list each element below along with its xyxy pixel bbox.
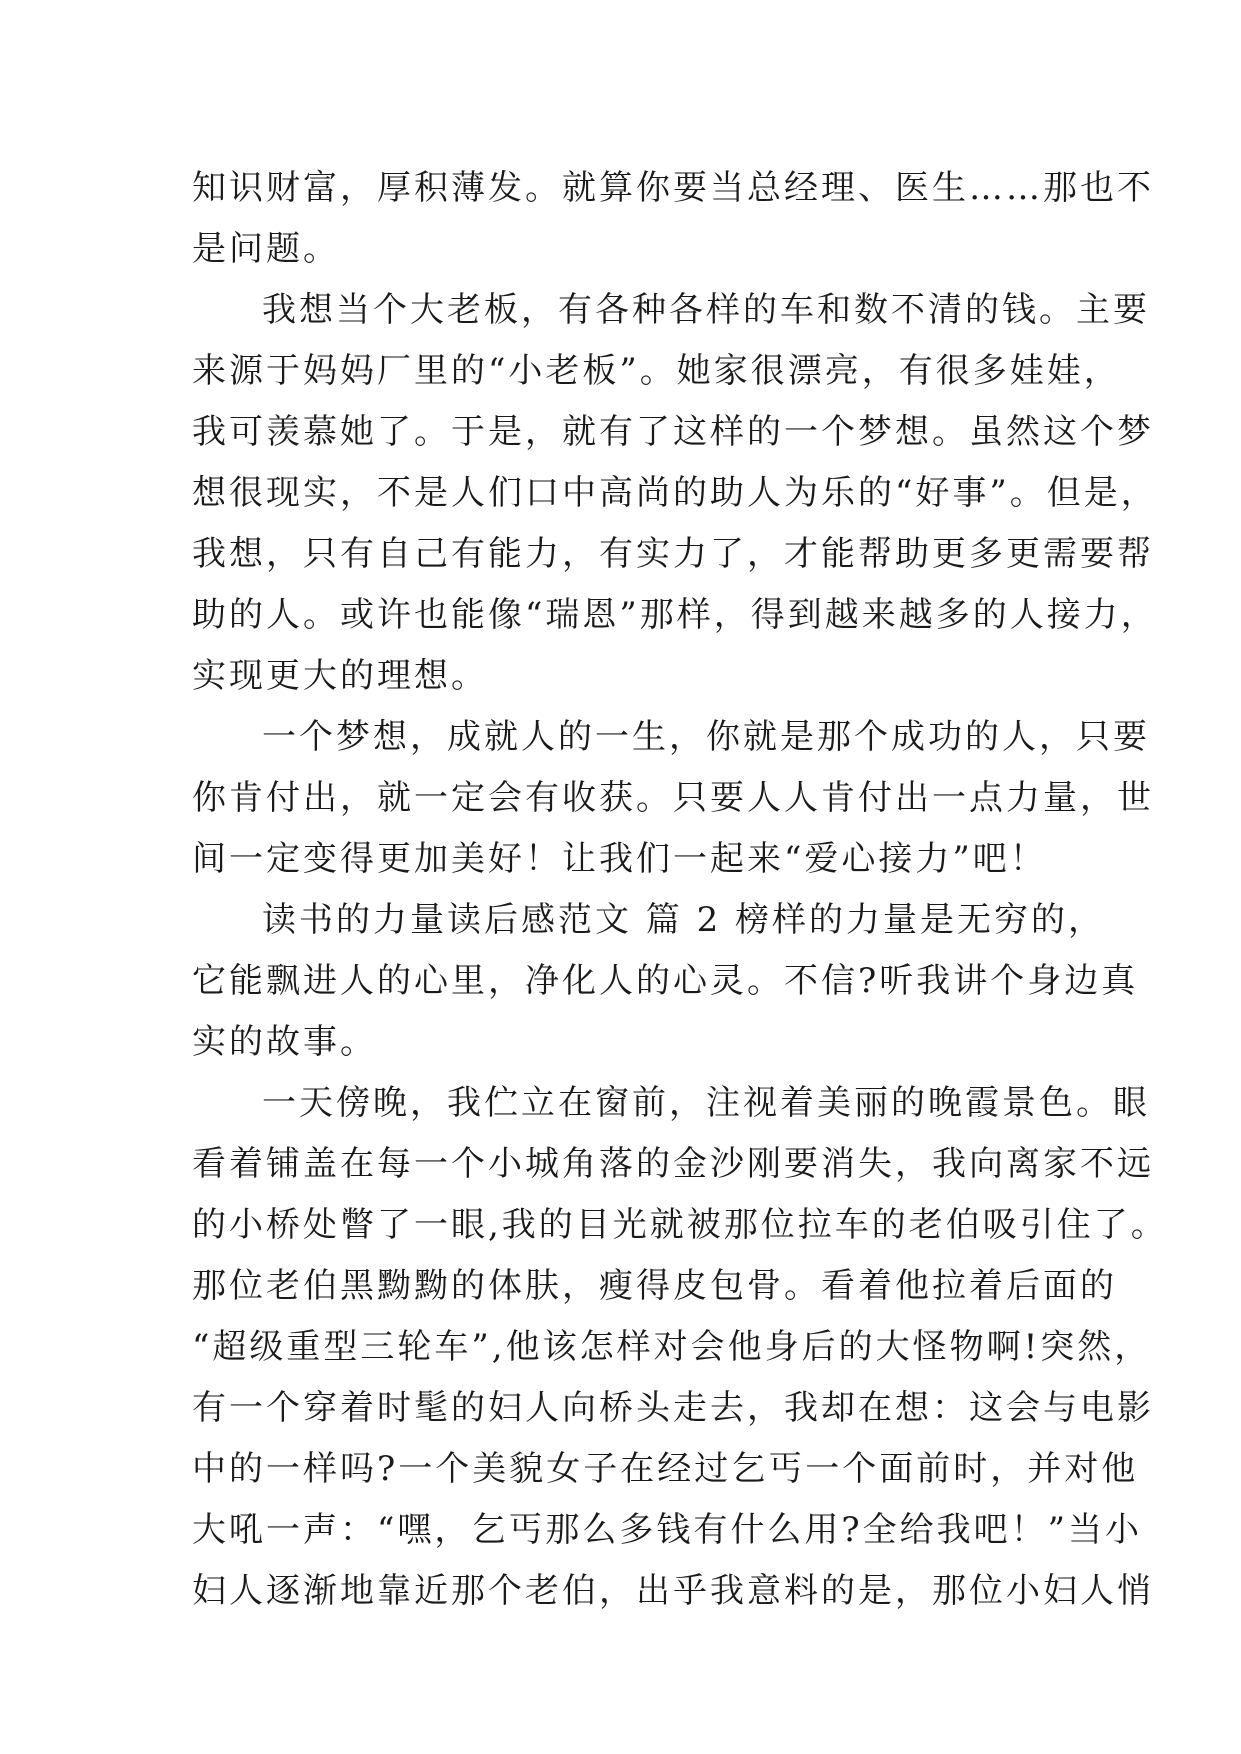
document-body: [192, 158, 1168, 1622]
text-line: 看着铺盖在每一个小城角落的金沙刚要消失，我向离家不远: [192, 1144, 1154, 1184]
text-line: 助的人。或许也能像“瑞恩”那样，得到越来越多的人接力，: [192, 595, 1158, 635]
text-line: 你肯付出，就一定会有收获。只要人人肯付出一点力量，世: [192, 778, 1154, 818]
text-line: “超级重型三轮车”,他该怎样对会他身后的大怪物啊!突然，: [192, 1327, 1152, 1367]
text-line: 妇人逐渐地靠近那个老伯，出乎我意料的是，那位小妇人悄: [192, 1571, 1154, 1611]
text-line: 一个梦想，成就人的一生，你就是那个成功的人，只要: [262, 717, 1150, 757]
text-line: 实的故事。: [192, 1022, 377, 1062]
text-line: 实现更大的理想。: [192, 656, 488, 696]
text-line: 我想，只有自己有能力，有实力了，才能帮助更多更需要帮: [192, 534, 1154, 574]
text-line: 想很现实，不是人们口中高尚的助人为乐的“好事”。但是，: [192, 473, 1158, 513]
text-line: 我可羡慕她了。于是，就有了这样的一个梦想。虽然这个梦: [192, 412, 1154, 452]
text-line: 间一定变得更加美好！让我们一起来“爱心接力”吧！: [192, 839, 1047, 879]
text-line: 读书的力量读后感范文 篇 2 榜样的力量是无穷的，: [262, 900, 1106, 940]
text-line: 是问题。: [192, 229, 340, 269]
text-line: 那位老伯黑黝黝的体肤，瘦得皮包骨。看着他拉着后面的: [192, 1266, 1117, 1306]
text-line: 我想当个大老板，有各种各样的车和数不清的钱。主要: [262, 290, 1150, 330]
text-line: 中的一样吗?一个美貌女子在经过乞丐一个面前时，并对他: [192, 1449, 1139, 1489]
text-line: 的小桥处瞥了一眼,我的目光就被那位拉车的老伯吸引住了。: [192, 1205, 1168, 1245]
text-line: 大吼一声：“嘿，乞丐那么多钱有什么用?全给我吧！”当小: [192, 1510, 1142, 1550]
text-line: 一天傍晚，我伫立在窗前，注视着美丽的晚霞景色。眼: [262, 1083, 1150, 1123]
text-line: 它能飘进人的心里，净化人的心灵。不信?听我讲个身边真: [192, 961, 1139, 1001]
text-line: 有一个穿着时髦的妇人向桥头走去，我却在想：这会与电影: [192, 1388, 1154, 1428]
text-line: 知识财富，厚积薄发。就算你要当总经理、医生……那也不: [192, 168, 1154, 208]
text-line: 来源于妈妈厂里的“小老板”。她家很漂亮，有很多娃娃，: [192, 351, 1121, 391]
